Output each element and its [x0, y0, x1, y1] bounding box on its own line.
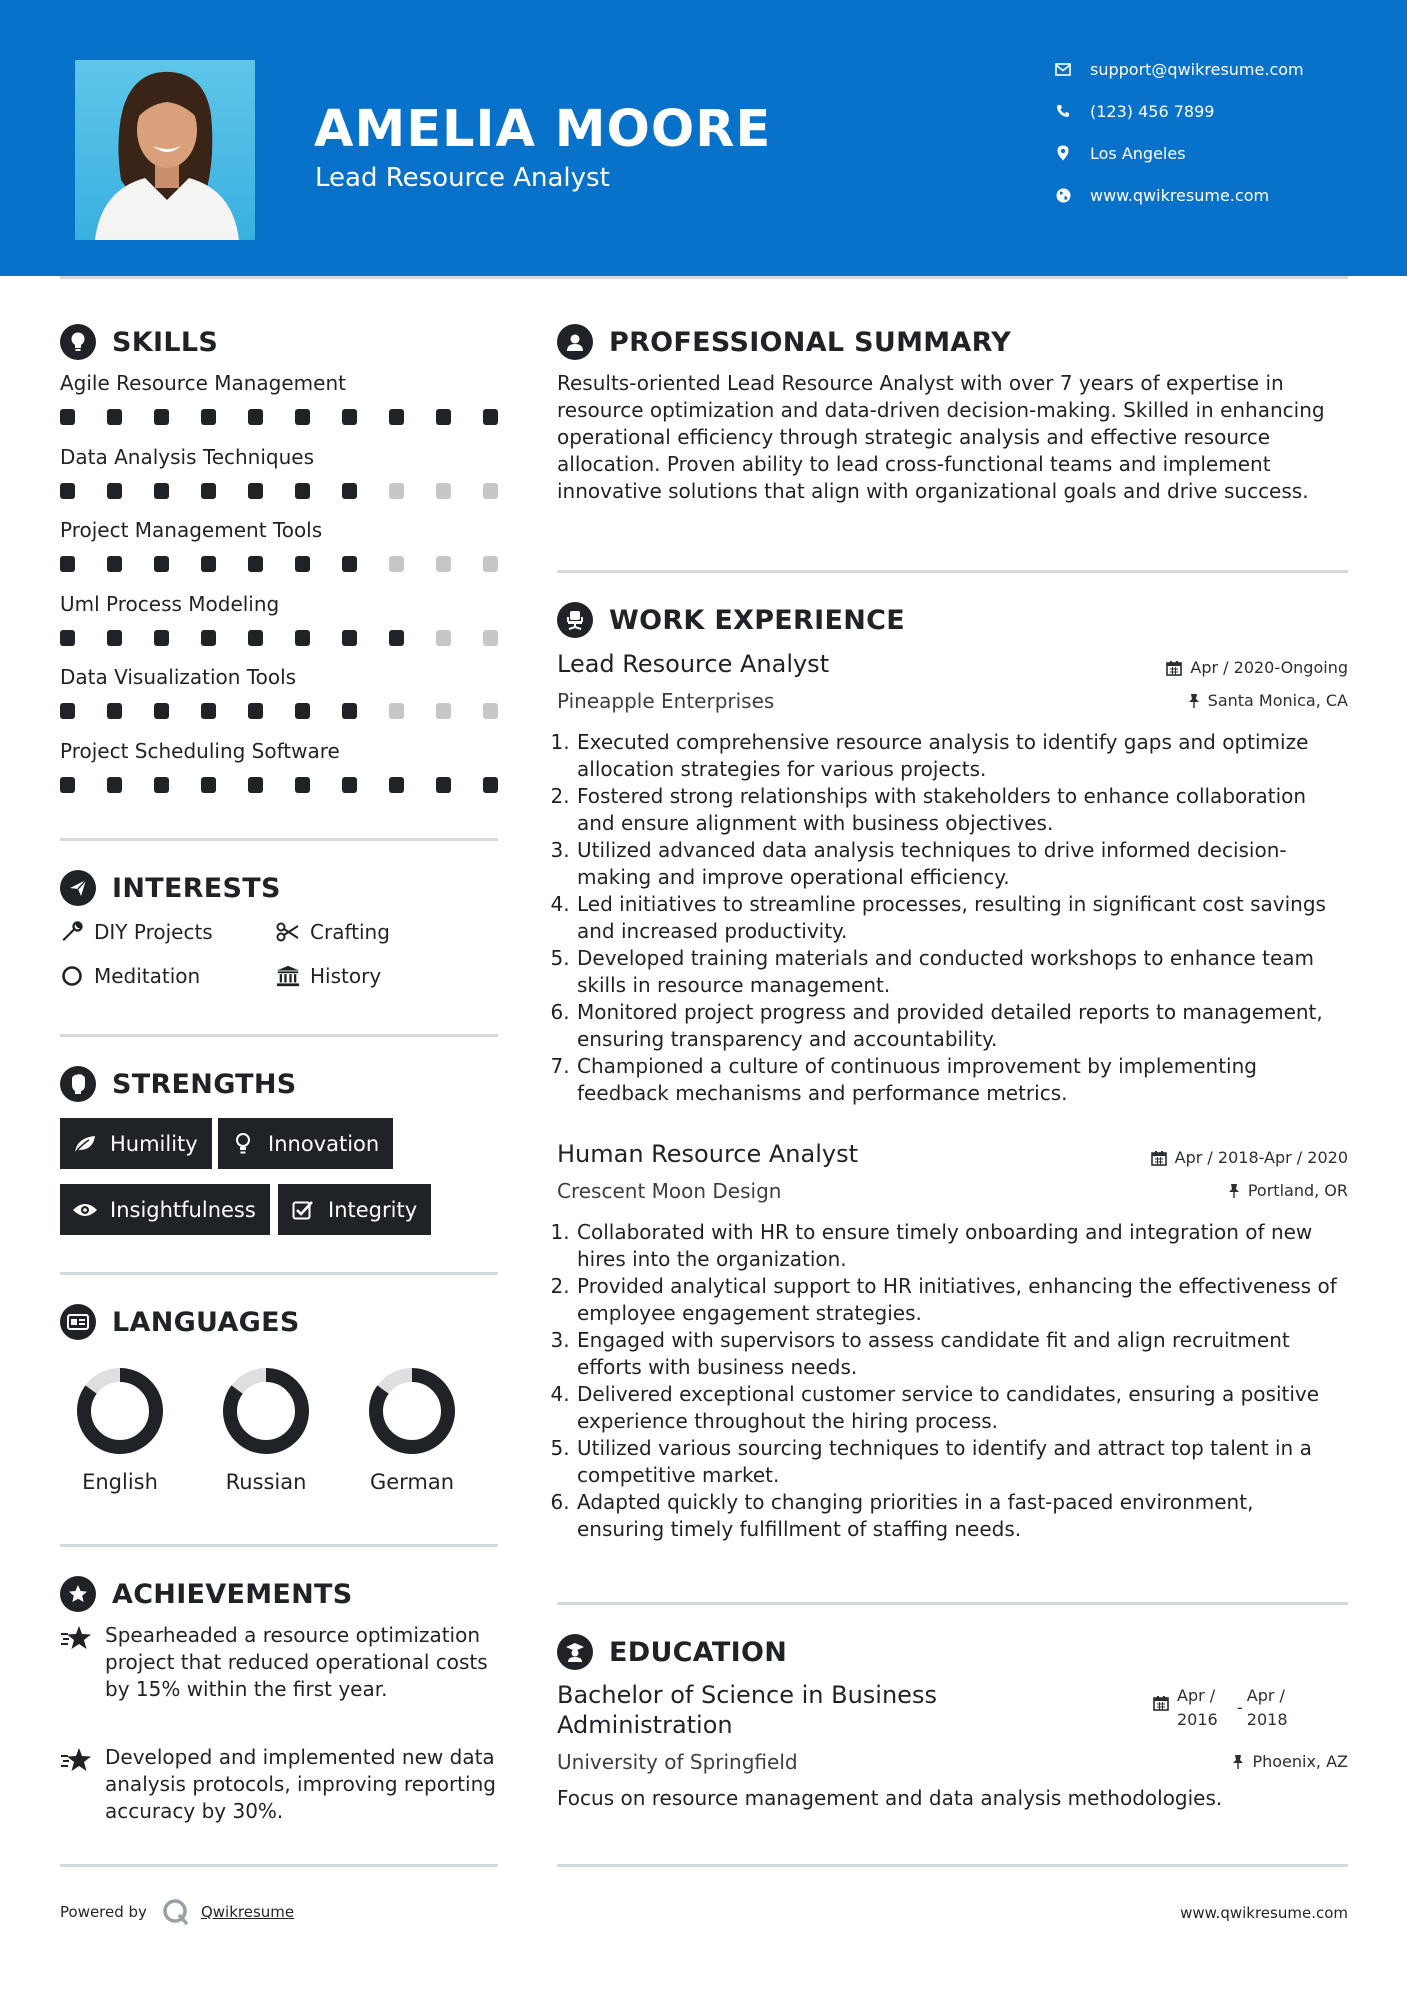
degree-title: Bachelor of Science in Business Administration [557, 1681, 937, 1739]
contact-location: Los Angeles [1054, 138, 1374, 168]
rating-dot-filled [483, 777, 498, 793]
skill-name: Project Scheduling Software [60, 738, 340, 763]
interest-item: DIY Projects [60, 918, 213, 946]
rating-dot-filled [342, 630, 357, 646]
rating-dot-filled [201, 703, 216, 719]
rating-dot-filled [60, 777, 75, 793]
skill-rating [60, 700, 500, 722]
paper-plane-icon [60, 870, 96, 906]
skill-name: Uml Process Modeling [60, 591, 280, 616]
qwikresume-logo-icon [161, 1897, 191, 1927]
job-duties [557, 1219, 1347, 1543]
education-heading: EDUCATION [557, 1634, 787, 1670]
pushpin-icon [1188, 693, 1200, 709]
contact-email[interactable]: support@qwikresume.com [1054, 54, 1374, 84]
contact-website[interactable]: www.qwikresume.com [1054, 180, 1374, 210]
language-item [55, 1366, 185, 1494]
duty-item: 2. Provided analytical support to HR initiatives, enhancing the effectiveness of employee engagement strategies. [576, 1273, 1347, 1327]
skill-item [60, 738, 500, 796]
rating-dot-filled [107, 777, 122, 793]
rating-dot-filled [60, 556, 75, 572]
skill-rating [60, 627, 500, 649]
rating-dot-empty [436, 556, 451, 572]
duty-item: 5. Utilized various sourcing techniques to identify and attract top talent in a competitive market. [576, 1435, 1347, 1489]
contact-phone[interactable]: (123) 456 7899 [1054, 96, 1374, 126]
rating-dot-empty [436, 483, 451, 499]
section-divider [557, 1602, 1348, 1605]
rating-dot-filled [248, 556, 263, 572]
rating-dot-filled [107, 556, 122, 572]
profile-photo [75, 60, 255, 240]
strength-chip: Integrity [278, 1184, 431, 1235]
rating-dot-filled [107, 483, 122, 499]
rating-dot-filled [342, 556, 357, 572]
job-location: Portland, OR [1228, 1181, 1348, 1200]
job-company: Pineapple Enterprises [557, 689, 775, 713]
rating-dot-filled [295, 703, 310, 719]
rating-dot-empty [483, 556, 498, 572]
section-divider [557, 1864, 1348, 1867]
rating-dot-filled [60, 703, 75, 719]
star-icon [60, 1624, 92, 1652]
section-divider [60, 838, 498, 841]
language-proficiency-ring [367, 1366, 457, 1456]
rating-dot-empty [389, 703, 404, 719]
rating-dot-filled [154, 483, 169, 499]
education-dates: Apr / 2016 - Apr / 2018 [1153, 1684, 1295, 1732]
footer-powered-by: Powered by Qwikresume [60, 1897, 294, 1927]
leaf-icon [72, 1131, 98, 1157]
rating-dot-empty [483, 703, 498, 719]
language-name: English [82, 1470, 158, 1494]
graduate-icon [557, 1634, 593, 1670]
rating-dot-filled [201, 409, 216, 425]
achievements-heading: ACHIEVEMENTS [60, 1576, 353, 1612]
rating-dot-filled [154, 703, 169, 719]
summary-heading: PROFESSIONAL SUMMARY [557, 324, 1011, 360]
section-divider [60, 1544, 498, 1547]
raised-fist-icon [60, 1066, 96, 1102]
section-divider [557, 570, 1348, 573]
rating-dot-empty [483, 483, 498, 499]
rating-dot-filled [248, 409, 263, 425]
office-chair-icon [557, 602, 593, 638]
rating-dot-filled [295, 630, 310, 646]
rating-dot-filled [342, 703, 357, 719]
rating-dot-filled [60, 483, 75, 499]
rating-dot-filled [107, 703, 122, 719]
rating-dot-filled [248, 703, 263, 719]
rating-dot-filled [295, 556, 310, 572]
education-description: Focus on resource management and data analysis methodologies. [557, 1786, 1223, 1810]
interest-item: Meditation [60, 962, 200, 990]
skill-item [60, 517, 500, 575]
education-location: Phoenix, AZ [1232, 1752, 1348, 1771]
rating-dot-filled [389, 777, 404, 793]
language-item [347, 1366, 477, 1494]
rating-dot-filled [342, 777, 357, 793]
envelope-icon [1054, 60, 1072, 78]
duty-item: 5. Developed training materials and conducted workshops to enhance team skills in resource management. [576, 945, 1347, 999]
globe-icon [1054, 186, 1072, 204]
rating-dot-filled [483, 409, 498, 425]
rating-dot-filled [201, 483, 216, 499]
rating-dot-filled [295, 777, 310, 793]
interest-item: History [276, 962, 381, 990]
pushpin-icon [1228, 1183, 1240, 1199]
duty-item: 3. Utilized advanced data analysis techniques to drive informed decision-making and improve operational efficiency. [576, 837, 1347, 891]
job-dates: Apr / 2018-Apr / 2020 [1151, 1148, 1348, 1167]
rating-dot-filled [201, 556, 216, 572]
skills-heading: SKILLS [60, 324, 218, 360]
job-dates: Apr / 2020-Ongoing [1166, 658, 1348, 677]
section-divider [60, 1272, 498, 1275]
id-card-icon [60, 1304, 96, 1340]
duty-item: 4. Led initiatives to streamline processes, resulting in significant cost savings and increased productivity. [576, 891, 1347, 945]
rating-dot-filled [436, 777, 451, 793]
rating-dot-filled [295, 483, 310, 499]
languages-heading: LANGUAGES [60, 1304, 300, 1340]
section-divider [60, 1864, 498, 1867]
rating-dot-filled [154, 409, 169, 425]
skill-rating [60, 774, 500, 796]
language-name: Russian [225, 1470, 307, 1494]
duty-item: 7. Championed a culture of continuous improvement by implementing feedback mechanisms and performance metrics. [576, 1053, 1347, 1107]
job-title: Human Resource Analyst [557, 1140, 858, 1168]
rating-dot-filled [154, 630, 169, 646]
museum-icon [276, 964, 300, 988]
rating-dot-empty [389, 556, 404, 572]
candidate-role: Lead Resource Analyst [315, 163, 610, 193]
rating-dot-empty [389, 483, 404, 499]
eye-icon [72, 1197, 98, 1223]
pushpin-icon [1232, 1754, 1244, 1770]
duty-item: 2. Fostered strong relationships with stakeholders to enhance collaboration and ensure alignment with business objectives. [576, 783, 1347, 837]
rating-dot-empty [436, 703, 451, 719]
skill-item [60, 664, 500, 722]
scissors-icon [276, 920, 300, 944]
rating-dot-filled [154, 556, 169, 572]
checkbox-icon [290, 1197, 316, 1223]
achievement-item: Spearheaded a resource optimization project that reduced operational costs by 15% within the first year. [60, 1622, 500, 1703]
skill-name: Data Analysis Techniques [60, 444, 314, 469]
language-proficiency-ring [221, 1366, 311, 1456]
rating-dot-filled [436, 409, 451, 425]
duty-item: 6. Monitored project progress and provided detailed reports to management, ensuring transparency and accountability. [576, 999, 1347, 1053]
qwikresume-link[interactable]: Qwikresume [200, 1903, 295, 1921]
skill-rating [60, 406, 500, 428]
rating-dot-filled [60, 630, 75, 646]
job-location: Santa Monica, CA [1188, 691, 1348, 710]
skill-rating [60, 480, 500, 502]
interests-heading: INTERESTS [60, 870, 281, 906]
rating-dot-filled [248, 777, 263, 793]
rating-dot-filled [201, 777, 216, 793]
section-divider [60, 1034, 498, 1037]
job-duties [557, 729, 1347, 1107]
language-proficiency-ring [75, 1366, 165, 1456]
location-pin-icon [1054, 144, 1072, 162]
rating-dot-filled [295, 409, 310, 425]
job-company: Crescent Moon Design [557, 1179, 782, 1203]
rating-dot-filled [248, 483, 263, 499]
rating-dot-filled [389, 409, 404, 425]
rating-dot-filled [60, 409, 75, 425]
header-divider [60, 276, 1348, 279]
lightbulb-icon [230, 1131, 256, 1157]
skill-item [60, 591, 500, 649]
duty-item: 3. Engaged with supervisors to assess candidate fit and align recruitment efforts with business needs. [576, 1327, 1347, 1381]
calendar-icon [1151, 1150, 1167, 1166]
strength-chip: Humility [60, 1118, 212, 1169]
user-icon [557, 324, 593, 360]
duty-item: 4. Delivered exceptional customer service to candidates, ensuring a positive experience throughout the hiring process. [576, 1381, 1347, 1435]
rating-dot-filled [154, 777, 169, 793]
calendar-icon [1153, 1695, 1169, 1711]
footer-website-link[interactable]: www.qwikresume.com [1180, 1904, 1348, 1922]
lightbulb-icon [60, 324, 96, 360]
circle-icon [60, 964, 84, 988]
phone-icon [1054, 102, 1072, 120]
rating-dot-filled [107, 630, 122, 646]
rating-dot-filled [342, 483, 357, 499]
summary-text: Results-oriented Lead Resource Analyst with over 7 years of expertise in resource optimization and data-driven decision-making. Skilled in enhancing operational efficiency through strategic analysis and effective resource allocation. Proven ability to lead cross-functional teams and implement innovative solutions that align with organizational goals and drive success. [557, 371, 1325, 503]
skill-item [60, 444, 500, 502]
strength-chip: Insightfulness [60, 1184, 270, 1235]
resume-header [0, 0, 1407, 276]
rating-dot-filled [248, 630, 263, 646]
rating-dot-empty [436, 630, 451, 646]
rating-dot-filled [201, 630, 216, 646]
experience-heading: WORK EXPERIENCE [557, 602, 905, 638]
candidate-name: AMELIA MOORE [314, 100, 772, 159]
skill-name: Project Management Tools [60, 518, 323, 542]
rating-dot-filled [342, 409, 357, 425]
job-title: Lead Resource Analyst [557, 650, 830, 678]
wrench-icon [60, 920, 84, 944]
duty-item: 6. Adapted quickly to changing priorities in a fast-paced environment, ensuring timely fulfillment of staffing needs. [576, 1489, 1347, 1543]
skill-item [60, 370, 500, 428]
star-icon [60, 1746, 92, 1774]
duty-item: 1. Collaborated with HR to ensure timely onboarding and integration of new hires into the organization. [576, 1219, 1347, 1273]
strength-chip: Innovation [218, 1118, 393, 1169]
rating-dot-empty [483, 630, 498, 646]
achievement-item: Developed and implemented new data analysis protocols, improving reporting accuracy by 30%. [60, 1744, 500, 1825]
skill-name: Agile Resource Management [60, 371, 346, 395]
duty-item: 1. Executed comprehensive resource analysis to identify gaps and optimize allocation strategies for various projects. [576, 729, 1347, 783]
rating-dot-filled [389, 630, 404, 646]
calendar-icon [1166, 660, 1182, 676]
interest-item: Crafting [276, 918, 390, 946]
rating-dot-filled [107, 409, 122, 425]
language-name: German [369, 1470, 455, 1494]
school-name: University of Springfield [557, 1750, 798, 1774]
skill-name: Data Visualization Tools [60, 665, 297, 689]
strengths-heading: STRENGTHS [60, 1066, 297, 1102]
skill-rating [60, 553, 500, 575]
star-badge-icon [60, 1576, 96, 1612]
language-item [201, 1366, 331, 1494]
